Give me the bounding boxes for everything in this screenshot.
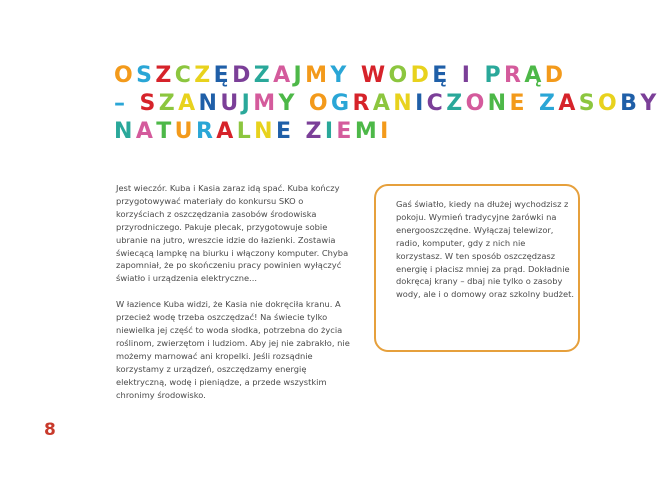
title-letter: A xyxy=(372,91,394,116)
title-letter: W xyxy=(360,63,389,88)
title-letter: A xyxy=(558,91,579,116)
title-letter: B xyxy=(620,91,641,116)
title-letter: R xyxy=(503,63,525,88)
title-letter: R xyxy=(352,91,373,116)
title-letter: I xyxy=(461,63,474,88)
title-letter: Z xyxy=(158,91,179,116)
title-letter xyxy=(473,62,484,90)
title-letter: N xyxy=(114,119,136,144)
title-letter: A xyxy=(273,63,294,88)
title-letter: D xyxy=(410,63,433,88)
title-letter: Z xyxy=(155,63,175,88)
title-letter: Z xyxy=(446,91,466,116)
title-line-3 xyxy=(114,118,614,146)
title-letter: M xyxy=(305,63,331,88)
title-letter: G xyxy=(331,91,353,116)
title-letter: Z xyxy=(538,91,559,116)
title-letter: J xyxy=(293,63,306,88)
tips-text: Gaś światło, kiedy na dłużej wychodzisz z pokoju. Wymień tradycyjne żarówki na energooszczędne. Wyłączaj telewizor, radio, komputer, gdy z nich nie korzystasz. W ten sposób oszczędzasz energię i płacisz mniej za prąd. Dokładnie dokręcaj krany – dbaj nie tylko o zasoby wody, ale i o domowy oraz szkolny budżet. xyxy=(396,199,575,300)
title-letter: O xyxy=(388,63,411,88)
story-text xyxy=(116,182,352,415)
page-title xyxy=(114,62,660,146)
title-letter: D xyxy=(232,63,254,88)
title-letter xyxy=(451,62,462,90)
title-letter: M xyxy=(253,91,279,116)
title-letter: Y xyxy=(640,91,660,116)
title-letter: Ę xyxy=(213,63,233,88)
title-letter xyxy=(294,118,305,146)
title-letter: N xyxy=(393,91,416,116)
title-letter xyxy=(350,62,361,90)
title-letter: R xyxy=(195,119,217,144)
title-letter: I xyxy=(415,91,427,116)
title-line-2 xyxy=(114,90,660,118)
page-number: 8 xyxy=(44,420,56,440)
title-letter: L xyxy=(236,119,255,144)
title-letter xyxy=(128,90,139,118)
title-letter: A xyxy=(216,119,237,144)
title-letter: U xyxy=(174,119,196,144)
title-letter: M xyxy=(354,119,381,144)
title-letter: O xyxy=(308,91,331,116)
title-letter: D xyxy=(544,63,567,88)
title-letter: T xyxy=(156,119,175,144)
title-letter: Y xyxy=(330,63,350,88)
title-line-1 xyxy=(114,62,614,90)
story-paragraph-2: W łazience Kuba widzi, że Kasia nie dokręciła kranu. A przecież wodę trzeba oszczędzać! Na świecie tylko niewielka jej część to woda słodka, potrzebna do życia roślinom, zwierzętom i ludziom. Aby jej nie zabrakło, nie możemy marnować ani kropelki. Jeśli rozsądnie korzystamy z urządzeń, oszczędzamy energię elektryczną, wodę i pieniądze, a przede wszystkim chronimy środowisko. xyxy=(116,299,350,400)
tips-box xyxy=(374,184,580,352)
title-letter: P xyxy=(484,63,504,88)
title-letter: U xyxy=(220,91,242,116)
title-letter: O xyxy=(598,91,621,116)
title-letter: I xyxy=(380,119,392,144)
title-letter xyxy=(528,90,539,118)
title-letter: Ę xyxy=(432,63,451,88)
title-letter xyxy=(298,90,309,118)
title-letter: Z xyxy=(305,119,325,144)
story-paragraph-1: Jest wieczór. Kuba i Kasia zaraz idą spać. Kuba kończy przygotowywać materiały do konkursu SKO o korzyściach z oszczędzania zasobów środowiska przyrodniczego. Pakuje plecak, przygotowuje sobie ubranie na jutro, wreszcie idzie do łazienki. Zostawia świecącą lampkę na biurku i włączony komputer. Chyba zapomniał, że po skończeniu pracy powinien wyłączyć światło i urządzenia elektryczne... xyxy=(116,183,349,284)
title-letter: S xyxy=(136,63,156,88)
title-letter: E xyxy=(336,119,355,144)
title-letter: O xyxy=(465,91,488,116)
title-letter: A xyxy=(178,91,199,116)
title-letter: C xyxy=(426,91,447,116)
title-letter: C xyxy=(174,63,195,88)
title-letter: E xyxy=(275,119,295,144)
title-letter: Z xyxy=(194,63,214,88)
title-letter: E xyxy=(509,91,528,116)
title-letter: Z xyxy=(253,63,274,88)
title-letter: A xyxy=(135,119,157,144)
title-letter: S xyxy=(578,91,599,116)
title-letter: N xyxy=(198,91,221,116)
title-letter: Ą xyxy=(524,63,545,88)
title-letter: N xyxy=(487,91,510,116)
title-letter: S xyxy=(139,91,159,116)
title-letter: I xyxy=(324,119,337,144)
title-letter: Y xyxy=(278,91,298,116)
title-letter: J xyxy=(241,91,254,116)
title-letter: N xyxy=(254,119,276,144)
title-letter: O xyxy=(114,63,137,88)
title-letter: – xyxy=(114,91,129,116)
